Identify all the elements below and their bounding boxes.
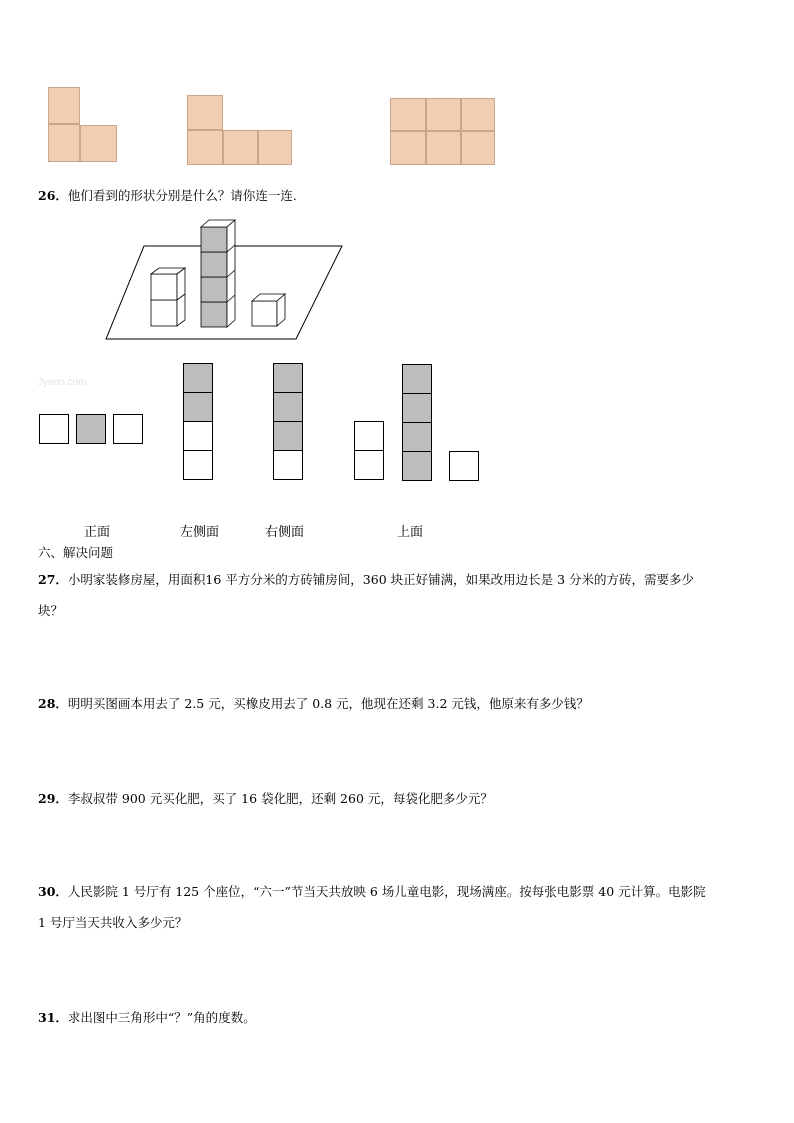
question-number: 31． xyxy=(38,1010,68,1025)
watermark: Jyeoo.com xyxy=(38,377,87,388)
question-26 xyxy=(38,186,297,206)
view-option-three-gray-column[interactable] xyxy=(272,362,306,484)
question-text: 小明家装修房屋，用面积16 平方分米的方砖铺房间，360 块正好铺满，如果改用边长是 3 分米的方砖，需要多少 xyxy=(67,572,695,587)
label-top-view: 上面 xyxy=(397,525,424,540)
question-31 xyxy=(38,1008,256,1028)
question-number: 30． xyxy=(38,884,68,899)
question-text: 明明买图画本用去了 2.5 元，买橡皮用去了 0.8 元，他现在还剩 3.2 元钱，他原来有多少钱？ xyxy=(67,696,589,711)
view-option-front[interactable] xyxy=(38,413,148,447)
question-text: 人民影院 1 号厅有 125 个座位，“六一”节当天共放映 6 场儿童电影，现场满座。按每张电影票 40 元计算。电影院 xyxy=(67,884,706,899)
question-text: 李叔叔带 900 元买化肥，买了 16 袋化肥，还剩 260 元，每袋化肥多少元？ xyxy=(67,791,493,806)
section-heading-6: 六、解决问题 xyxy=(38,545,114,560)
question-text: 他们看到的形状分别是什么？请你连一连. xyxy=(67,188,297,203)
question-text: 求出图中三角形中“？”角的度数。 xyxy=(67,1010,256,1025)
label-front-view: 正面 xyxy=(84,525,111,540)
question-30-line2: 1 号厅当天共收入多少元？ xyxy=(38,915,188,930)
label-right-side-view: 右侧面 xyxy=(265,525,305,540)
question-27-line2: 块？ xyxy=(38,603,64,618)
question-number: 26． xyxy=(38,188,68,203)
question-29 xyxy=(38,789,493,809)
label-left-side-view: 左侧面 xyxy=(180,525,220,540)
question-number: 28． xyxy=(38,696,68,711)
view-option-mixed-columns[interactable] xyxy=(352,362,482,484)
cube-arrangement-diagram xyxy=(100,215,350,345)
view-option-two-gray-column[interactable] xyxy=(182,362,216,484)
question-27-line1 xyxy=(38,570,694,590)
question-number: 27． xyxy=(38,572,68,587)
question-30-line1 xyxy=(38,882,706,902)
question-number: 29． xyxy=(38,791,68,806)
question-28 xyxy=(38,694,589,714)
